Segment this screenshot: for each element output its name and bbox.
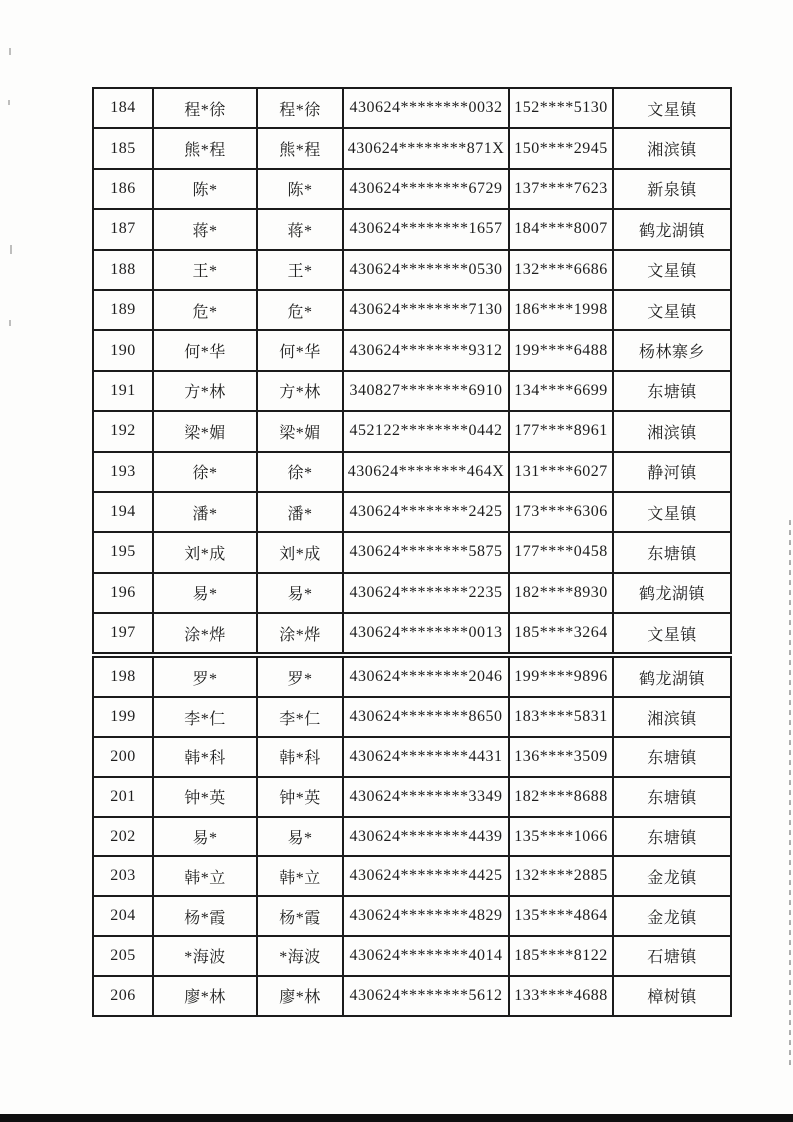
cell-name: 陈* <box>153 169 257 209</box>
cell-town: 鹤龙湖镇 <box>613 209 731 249</box>
cell-town: 湘滨镇 <box>613 128 731 168</box>
scan-edge-bottom <box>0 1114 793 1122</box>
table-row <box>93 532 731 572</box>
roster-table-section-1 <box>92 87 732 654</box>
cell-no: 191 <box>93 371 153 411</box>
cell-phone: 199****9896 <box>509 657 613 697</box>
table-row <box>93 411 731 451</box>
cell-name2: 韩*科 <box>257 737 343 777</box>
cell-town: 东塘镇 <box>613 737 731 777</box>
roster-table-area <box>92 87 720 1017</box>
cell-phone: 184****8007 <box>509 209 613 249</box>
table-row <box>93 128 731 168</box>
cell-town: 东塘镇 <box>613 532 731 572</box>
cell-name2: 涂*烨 <box>257 613 343 653</box>
cell-id_number: 430624********8650 <box>343 697 509 737</box>
cell-id_number: 430624********2235 <box>343 573 509 613</box>
cell-name2: 王* <box>257 250 343 290</box>
cell-id_number: 430624********2046 <box>343 657 509 697</box>
cell-name: 涂*烨 <box>153 613 257 653</box>
cell-name: 王* <box>153 250 257 290</box>
cell-town: 静河镇 <box>613 452 731 492</box>
cell-name2: 徐* <box>257 452 343 492</box>
table-row <box>93 657 731 697</box>
cell-name: 方*林 <box>153 371 257 411</box>
cell-name2: 蒋* <box>257 209 343 249</box>
cell-name2: 程*徐 <box>257 88 343 128</box>
table-row <box>93 777 731 817</box>
cell-id_number: 430624********5875 <box>343 532 509 572</box>
cell-no: 203 <box>93 856 153 896</box>
cell-id_number: 430624********4425 <box>343 856 509 896</box>
cell-name: 廖*林 <box>153 976 257 1016</box>
cell-town: 金龙镇 <box>613 856 731 896</box>
cell-name2: 易* <box>257 573 343 613</box>
cell-phone: 185****8122 <box>509 936 613 976</box>
scan-speck <box>9 48 11 55</box>
cell-town: 樟树镇 <box>613 976 731 1016</box>
cell-town: 文星镇 <box>613 250 731 290</box>
cell-name: 易* <box>153 817 257 857</box>
cell-name: 易* <box>153 573 257 613</box>
cell-town: 湘滨镇 <box>613 697 731 737</box>
cell-name2: 杨*霞 <box>257 896 343 936</box>
cell-id_number: 340827********6910 <box>343 371 509 411</box>
cell-id_number: 430624********7130 <box>343 290 509 330</box>
cell-no: 188 <box>93 250 153 290</box>
cell-no: 199 <box>93 697 153 737</box>
cell-name2: 何*华 <box>257 330 343 370</box>
cell-name2: 李*仁 <box>257 697 343 737</box>
scan-speck <box>9 320 11 326</box>
cell-no: 195 <box>93 532 153 572</box>
cell-id_number: 430624********1657 <box>343 209 509 249</box>
cell-no: 186 <box>93 169 153 209</box>
table-row <box>93 452 731 492</box>
cell-no: 194 <box>93 492 153 532</box>
cell-town: 东塘镇 <box>613 371 731 411</box>
cell-id_number: 452122********0442 <box>343 411 509 451</box>
cell-town: 文星镇 <box>613 290 731 330</box>
cell-no: 201 <box>93 777 153 817</box>
cell-name2: 梁*媚 <box>257 411 343 451</box>
cell-name: 蒋* <box>153 209 257 249</box>
scan-artifact-right-line <box>789 520 791 1065</box>
cell-id_number: 430624********2425 <box>343 492 509 532</box>
cell-id_number: 430624********4829 <box>343 896 509 936</box>
cell-town: 金龙镇 <box>613 896 731 936</box>
cell-name: 钟*英 <box>153 777 257 817</box>
table-row <box>93 976 731 1016</box>
cell-phone: 132****6686 <box>509 250 613 290</box>
cell-phone: 199****6488 <box>509 330 613 370</box>
cell-name2: 钟*英 <box>257 777 343 817</box>
cell-id_number: 430624********0530 <box>343 250 509 290</box>
cell-phone: 137****7623 <box>509 169 613 209</box>
cell-name2: *海波 <box>257 936 343 976</box>
table-row <box>93 169 731 209</box>
cell-town: 鹤龙湖镇 <box>613 657 731 697</box>
cell-name: 程*徐 <box>153 88 257 128</box>
cell-name: 危* <box>153 290 257 330</box>
cell-no: 193 <box>93 452 153 492</box>
table-row <box>93 371 731 411</box>
cell-no: 196 <box>93 573 153 613</box>
cell-name: 熊*程 <box>153 128 257 168</box>
cell-id_number: 430624********464X <box>343 452 509 492</box>
table-row <box>93 290 731 330</box>
scan-speck <box>10 245 12 254</box>
cell-name2: 危* <box>257 290 343 330</box>
cell-phone: 131****6027 <box>509 452 613 492</box>
table-row <box>93 88 731 128</box>
table-row <box>93 737 731 777</box>
cell-name2: 熊*程 <box>257 128 343 168</box>
cell-no: 189 <box>93 290 153 330</box>
cell-phone: 150****2945 <box>509 128 613 168</box>
cell-name: 刘*成 <box>153 532 257 572</box>
table-row <box>93 697 731 737</box>
cell-phone: 177****8961 <box>509 411 613 451</box>
cell-phone: 132****2885 <box>509 856 613 896</box>
cell-town: 石塘镇 <box>613 936 731 976</box>
cell-name2: 方*林 <box>257 371 343 411</box>
cell-town: 文星镇 <box>613 492 731 532</box>
table-row <box>93 896 731 936</box>
table-row <box>93 330 731 370</box>
cell-name2: 韩*立 <box>257 856 343 896</box>
cell-name2: 刘*成 <box>257 532 343 572</box>
cell-id_number: 430624********6729 <box>343 169 509 209</box>
cell-id_number: 430624********9312 <box>343 330 509 370</box>
cell-phone: 182****8688 <box>509 777 613 817</box>
cell-id_number: 430624********871X <box>343 128 509 168</box>
table-row <box>93 936 731 976</box>
table-row <box>93 613 731 653</box>
cell-phone: 173****6306 <box>509 492 613 532</box>
cell-phone: 133****4688 <box>509 976 613 1016</box>
cell-name: *海波 <box>153 936 257 976</box>
table-row <box>93 209 731 249</box>
cell-no: 202 <box>93 817 153 857</box>
cell-name: 何*华 <box>153 330 257 370</box>
table-row <box>93 492 731 532</box>
cell-name2: 罗* <box>257 657 343 697</box>
cell-town: 新泉镇 <box>613 169 731 209</box>
table-row <box>93 573 731 613</box>
table-row <box>93 250 731 290</box>
cell-no: 198 <box>93 657 153 697</box>
cell-town: 文星镇 <box>613 613 731 653</box>
roster-table-section-2 <box>92 656 732 1016</box>
cell-no: 184 <box>93 88 153 128</box>
cell-id_number: 430624********4439 <box>343 817 509 857</box>
cell-no: 200 <box>93 737 153 777</box>
table-row <box>93 817 731 857</box>
cell-no: 185 <box>93 128 153 168</box>
cell-town: 湘滨镇 <box>613 411 731 451</box>
cell-no: 206 <box>93 976 153 1016</box>
cell-no: 187 <box>93 209 153 249</box>
cell-no: 190 <box>93 330 153 370</box>
cell-id_number: 430624********0032 <box>343 88 509 128</box>
cell-id_number: 430624********0013 <box>343 613 509 653</box>
cell-name2: 易* <box>257 817 343 857</box>
cell-name2: 陈* <box>257 169 343 209</box>
cell-phone: 183****5831 <box>509 697 613 737</box>
cell-name: 韩*立 <box>153 856 257 896</box>
cell-name2: 潘* <box>257 492 343 532</box>
cell-name: 李*仁 <box>153 697 257 737</box>
cell-phone: 134****6699 <box>509 371 613 411</box>
cell-town: 杨林寨乡 <box>613 330 731 370</box>
cell-no: 197 <box>93 613 153 653</box>
cell-name: 徐* <box>153 452 257 492</box>
cell-id_number: 430624********4014 <box>343 936 509 976</box>
cell-town: 东塘镇 <box>613 777 731 817</box>
scan-speck <box>8 100 10 105</box>
cell-name: 潘* <box>153 492 257 532</box>
cell-town: 东塘镇 <box>613 817 731 857</box>
cell-id_number: 430624********4431 <box>343 737 509 777</box>
cell-id_number: 430624********3349 <box>343 777 509 817</box>
cell-phone: 182****8930 <box>509 573 613 613</box>
cell-no: 204 <box>93 896 153 936</box>
cell-name: 杨*霞 <box>153 896 257 936</box>
cell-phone: 152****5130 <box>509 88 613 128</box>
table-row <box>93 856 731 896</box>
cell-no: 205 <box>93 936 153 976</box>
cell-id_number: 430624********5612 <box>343 976 509 1016</box>
cell-phone: 186****1998 <box>509 290 613 330</box>
cell-town: 文星镇 <box>613 88 731 128</box>
cell-name: 梁*媚 <box>153 411 257 451</box>
cell-phone: 177****0458 <box>509 532 613 572</box>
cell-phone: 185****3264 <box>509 613 613 653</box>
cell-town: 鹤龙湖镇 <box>613 573 731 613</box>
cell-phone: 135****1066 <box>509 817 613 857</box>
cell-phone: 136****3509 <box>509 737 613 777</box>
cell-name: 韩*科 <box>153 737 257 777</box>
cell-name2: 廖*林 <box>257 976 343 1016</box>
cell-phone: 135****4864 <box>509 896 613 936</box>
cell-name: 罗* <box>153 657 257 697</box>
cell-no: 192 <box>93 411 153 451</box>
